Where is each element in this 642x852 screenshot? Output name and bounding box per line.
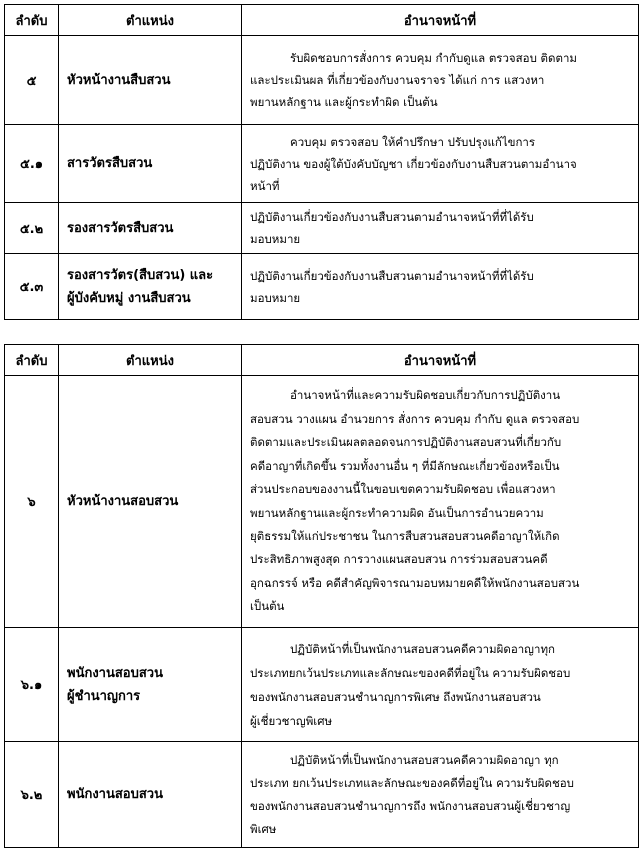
row-position: รองสารวัตรสืบสวน [59,203,242,254]
duty-table-1 [4,4,639,320]
table-row [5,203,639,254]
row-number: ๖.๑ [5,628,59,742]
row-duty: อำนาจหน้าที่และความรับผิดชอบเกี่ยวกับการปฏิบัติงาน สอบสวน วางแผน อำนวยการ สั่งการ ควบคุม กำกับ ดูแล ตรวจสอบ ติดตามและประเมินผลตลอดจนการปฏิบัติงานสอบสวนที่เกี่ยวกับ คดีอาญาที่เกิดขึ้น รวมทั้งงานอื่น ๆ ที่มีลักษณะเกี่ยวข้องหรือเป็น ส่วนประกอบของงานนี้ในขอบเขตความรับผิดชอบ เพื่อแสวงหา พยานหลักฐานและผู้กระทำความผิด อันเป็นการอำนวยความ ยุติธรรมให้แก่ประชาชน ในการสืบสวนสอบสวนคดีอาญาให้เกิด ประสิทธิภาพสูงสุด การวางแผนสอบสวน การร่วมสอบสวนคดี อุกฉกรรจ์ หรือ คดีสำคัญพิจารณามอบหมายคดีให้พนักงานสอบสวน เป็นต้น [242,376,639,628]
table-row [5,254,639,320]
row-position: สารวัตรสืบสวน [59,125,242,203]
header-order: ลำดับ [5,345,59,376]
header-position: ตำแหน่ง [59,345,242,376]
row-number: ๕.๑ [5,125,59,203]
row-duty: ปฏิบัติงานเกี่ยวข้องกับงานสืบสวนตามอำนาจหน้าที่ที่ได้รับ มอบหมาย [242,254,639,320]
header-duty: อำนาจหน้าที่ [242,345,639,376]
table-row [5,742,639,848]
duty-table-2 [4,344,639,848]
table-row [5,628,639,742]
row-duty: ปฏิบัติงานเกี่ยวข้องกับงานสืบสวนตามอำนาจหน้าที่ที่ได้รับ มอบหมาย [242,203,639,254]
row-number: ๖.๒ [5,742,59,848]
header-position: ตำแหน่ง [59,5,242,36]
table-row [5,125,639,203]
row-number: ๕.๓ [5,254,59,320]
row-duty: รับผิดชอบการสั่งการ ควบคุม กำกับดูแล ตรวจสอบ ติดตาม และประเมินผล ที่เกี่ยวข้องกับงานจราจร ได้แก่ การ แสวงหา พยานหลักฐาน และผู้กระทำผิด เป็นต้น [242,36,639,125]
header-order: ลำดับ [5,5,59,36]
row-position: พนักงานสอบสวน ผู้ชำนาญการ [59,628,242,742]
table-header-row [5,5,639,36]
row-duty: ควบคุม ตรวจสอบ ให้คำปรึกษา ปรับปรุงแก้ไขการ ปฏิบัติงาน ของผู้ใต้บังคับบัญชา เกี่ยวข้องกับงานสืบสวนตามอำนาจ หน้าที่ [242,125,639,203]
row-duty: ปฏิบัติหน้าที่เป็นพนักงานสอบสวนคดีความผิดอาญา ทุก ประเภท ยกเว้นประเภทและลักษณะของคดีที่อยู่ใน ความรับผิดชอบ ของพนักงานสอบสวนชำนาญการถึง พนักงานสอบสวนผู้เชี่ยวชาญ พิเศษ [242,742,639,848]
table-header-row [5,345,639,376]
row-number: ๕ [5,36,59,125]
row-position: หัวหน้างานสืบสวน [59,36,242,125]
table-row [5,36,639,125]
row-number: ๕.๒ [5,203,59,254]
row-position: พนักงานสอบสวน [59,742,242,848]
row-duty: ปฏิบัติหน้าที่เป็นพนักงานสอบสวนคดีความผิดอาญาทุก ประเภทยกเว้นประเภทและลักษณะของคดีที่อยู่ใน ความรับผิดชอบ ของพนักงานสอบสวนชำนาญการพิเศษ ถึงพนักงานสอบสวน ผู้เชี่ยวชาญพิเศษ [242,628,639,742]
row-position: รองสารวัตร(สืบสวน) และ ผู้บังคับหมู่ งานสืบสวน [59,254,242,320]
row-number: ๖ [5,376,59,628]
table-row [5,376,639,628]
row-position: หัวหน้างานสอบสวน [59,376,242,628]
header-duty: อำนาจหน้าที่ [242,5,639,36]
